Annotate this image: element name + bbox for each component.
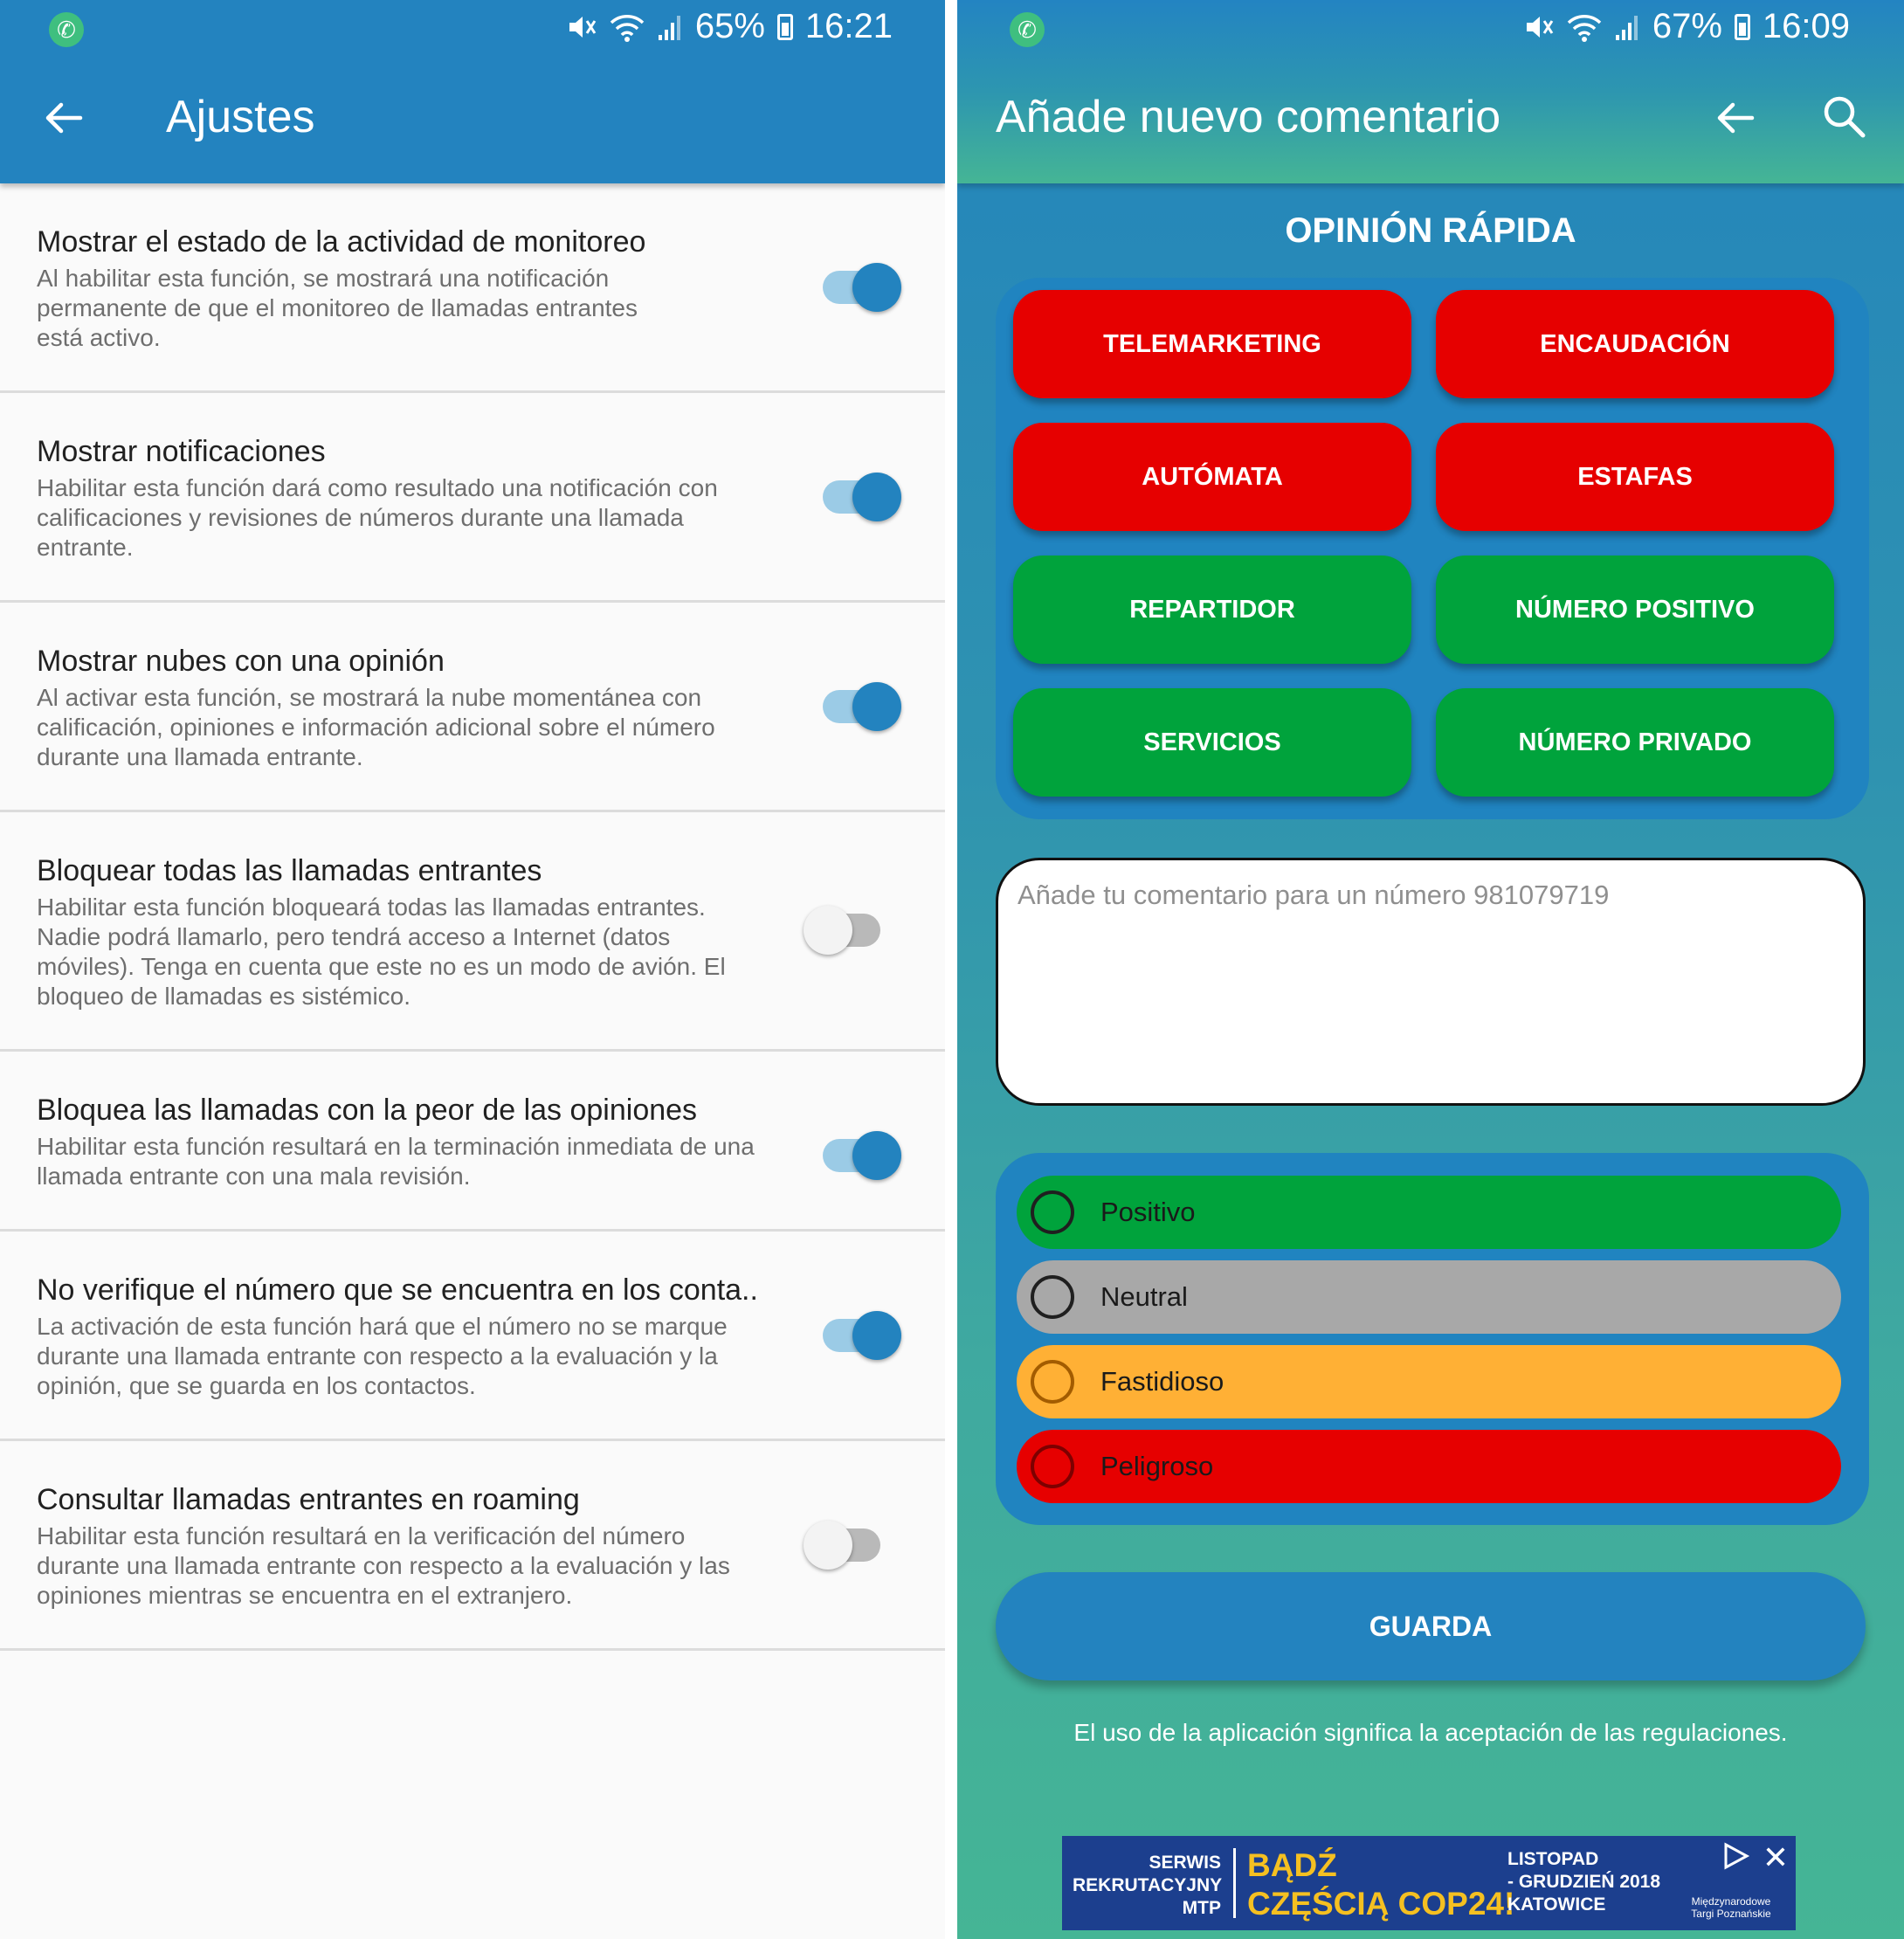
toggle-switch[interactable] — [823, 1319, 898, 1352]
signal-icon — [657, 12, 683, 42]
comment-input[interactable] — [1018, 880, 1847, 1089]
setting-show-notifications[interactable] — [0, 393, 945, 603]
setting-description: La activación de esta función hará que el número no se marque durante una llamada entrante con respecto a la evaluación y la opinión, que se guarda en los contactos. — [37, 1313, 728, 1399]
battery-icon — [777, 14, 793, 40]
ad-close-icon[interactable]: ✕ — [1762, 1839, 1789, 1875]
ad-text: - GRUDZIEŃ 2018 — [1507, 1872, 1661, 1892]
wifi-icon — [610, 12, 645, 42]
app-bar — [957, 0, 1904, 183]
setting-opinion-clouds[interactable] — [0, 603, 945, 812]
ad-text: MTP — [1182, 1898, 1221, 1918]
setting-description: Habilitar esta función resultará en la terminación inmediata de una llamada entrante con una mala revisión. — [37, 1133, 755, 1190]
ad-text: CZĘŚCIĄ COP24! — [1247, 1886, 1515, 1922]
phone-icon: ✆ — [49, 12, 84, 47]
page-title: Añade nuevo comentario — [996, 92, 1501, 142]
setting-skip-contacts[interactable] — [0, 1232, 945, 1441]
quick-numero-privado-button[interactable]: NÚMERO PRIVADO — [1436, 688, 1834, 797]
ad-sponsor — [1679, 1895, 1783, 1920]
quick-telemarketing-button[interactable]: TELEMARKETING — [1013, 290, 1411, 398]
rating-label: Positivo — [1100, 1197, 1196, 1227]
quick-automata-button[interactable]: AUTÓMATA — [1013, 423, 1411, 531]
status-bar — [0, 0, 945, 61]
battery-percent: 67% — [1652, 7, 1722, 45]
toggle-switch[interactable] — [823, 690, 898, 723]
setting-title: Mostrar el estado de la actividad de monitoreo — [37, 225, 646, 259]
ad-text: SERWIS — [1149, 1853, 1221, 1873]
settings-screen — [0, 0, 945, 1939]
ad-text: REKRUTACYJNY — [1073, 1875, 1223, 1895]
rating-panel — [996, 1153, 1869, 1525]
rating-option-peligroso[interactable] — [1017, 1430, 1841, 1503]
ad-banner[interactable] — [1062, 1836, 1796, 1930]
toggle-switch[interactable] — [823, 914, 898, 947]
setting-description: Habilitar esta función bloqueará todas las llamadas entrantes. Nadie podrá llamarlo, pero tendrá acceso a Internet (datos móviles). Tenga en cuenta que este no es un modo de avión. El bloqueo de llamadas es sistémico. — [37, 894, 726, 1010]
setting-description: Habilitar esta función dará como resultado una notificación con calificaciones y revisiones de números durante una llamada entrante. — [37, 474, 718, 561]
rating-option-fastidioso[interactable] — [1017, 1345, 1841, 1418]
toggle-switch[interactable] — [823, 271, 898, 304]
signal-icon — [1614, 12, 1640, 42]
battery-icon — [1735, 14, 1750, 40]
search-icon[interactable] — [1820, 93, 1867, 140]
toggle-switch[interactable] — [823, 480, 898, 514]
radio-button[interactable] — [1031, 1445, 1074, 1488]
ad-date-block — [1507, 1848, 1660, 1916]
back-arrow-icon[interactable] — [1714, 96, 1757, 140]
clock: 16:09 — [1762, 7, 1850, 45]
back-arrow-icon[interactable] — [42, 96, 86, 140]
radio-button[interactable] — [1031, 1275, 1074, 1319]
setting-description: Al activar esta función, se mostrará la nube momentánea con calificación, opiniones e información adicional sobre el número durante una llamada entrante. — [37, 684, 715, 770]
quick-encaudacion-button[interactable]: ENCAUDACIÓN — [1436, 290, 1834, 398]
setting-block-all-calls[interactable] — [0, 812, 945, 1052]
page-title: Ajustes — [166, 92, 315, 142]
setting-description: Al habilitar esta función, se mostrará una notificación permanente de que el monitoreo de llamadas entrantes está activo. — [37, 265, 638, 351]
quick-numero-positivo-button[interactable]: NÚMERO POSITIVO — [1436, 555, 1834, 664]
app-bar — [0, 0, 945, 183]
clock: 16:21 — [804, 7, 893, 45]
comment-box — [996, 858, 1866, 1106]
setting-title: Consultar llamadas entrantes en roaming — [37, 1483, 580, 1516]
setting-title: No verifique el número que se encuentra en los conta.. — [37, 1273, 758, 1307]
ad-text-block — [1073, 1852, 1221, 1920]
ad-text: Targi Poznańskie — [1691, 1908, 1771, 1920]
setting-title: Mostrar nubes con una opinión — [37, 645, 445, 678]
ad-choices-icon[interactable] — [1721, 1841, 1750, 1871]
setting-description: Habilitar esta función resultará en la verificación del número durante una llamada entrante con respecto a la evaluación y las opiniones mientras se encuentra en el extranjero. — [37, 1522, 730, 1609]
setting-block-worst-opinions[interactable] — [0, 1052, 945, 1232]
mute-icon — [566, 11, 597, 43]
setting-title: Bloquea las llamadas con la peor de las opiniones — [37, 1094, 698, 1127]
rating-label: Peligroso — [1100, 1451, 1214, 1481]
ad-divider — [1233, 1848, 1236, 1918]
ad-text: KATOWICE — [1507, 1894, 1606, 1915]
quick-opinion-panel — [996, 278, 1869, 819]
wifi-icon — [1567, 12, 1602, 42]
ad-text: BĄDŹ — [1247, 1847, 1337, 1883]
quick-repartidor-button[interactable]: REPARTIDOR — [1013, 555, 1411, 664]
ad-text: LISTOPAD — [1507, 1849, 1599, 1869]
rating-option-neutral[interactable] — [1017, 1260, 1841, 1334]
ad-headline — [1247, 1846, 1514, 1923]
quick-estafas-button[interactable]: ESTAFAS — [1436, 423, 1834, 531]
rating-label: Neutral — [1100, 1281, 1188, 1312]
battery-percent: 65% — [694, 7, 765, 45]
quick-opinion-title: OPINIÓN RÁPIDA — [1285, 211, 1576, 250]
ad-text: Międzynarodowe — [1691, 1895, 1771, 1908]
add-comment-screen — [957, 0, 1904, 1939]
setting-title: Mostrar notificaciones — [37, 435, 326, 468]
radio-button[interactable] — [1031, 1190, 1074, 1234]
setting-title: Bloquear todas las llamadas entrantes — [37, 854, 542, 887]
save-button[interactable]: GUARDA — [996, 1572, 1866, 1680]
mute-icon — [1523, 11, 1555, 43]
terms-notice[interactable]: El uso de la aplicación significa la aceptación de las regulaciones. — [1073, 1719, 1788, 1746]
quick-servicios-button[interactable]: SERVICIOS — [1013, 688, 1411, 797]
status-bar — [957, 0, 1904, 61]
radio-button[interactable] — [1031, 1360, 1074, 1404]
rating-option-positivo[interactable] — [1017, 1176, 1841, 1249]
setting-monitoring-status[interactable] — [0, 183, 945, 393]
toggle-switch[interactable] — [823, 1528, 898, 1562]
setting-roaming-check[interactable] — [0, 1441, 945, 1651]
toggle-switch[interactable] — [823, 1139, 898, 1172]
phone-icon: ✆ — [1010, 12, 1045, 47]
rating-label: Fastidioso — [1100, 1366, 1224, 1397]
